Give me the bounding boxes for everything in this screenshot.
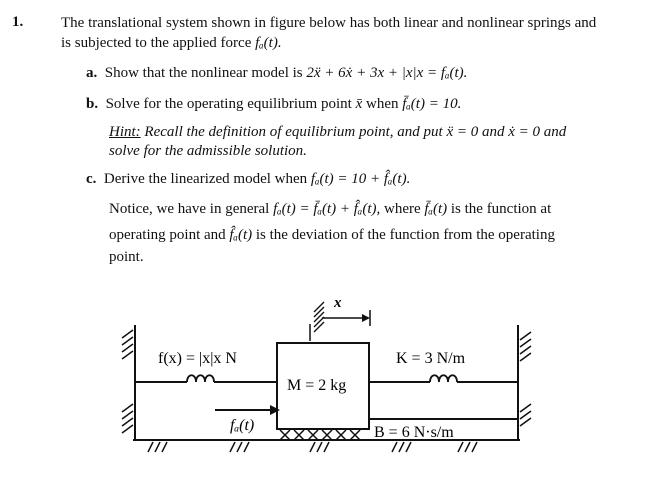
right-wall-hatching	[520, 332, 531, 426]
hint-text-1: Recall the definition of equilibrium point, and put ẍ = 0 and ẋ = 0 and	[144, 124, 567, 140]
intro-force: fₐ(t).	[255, 35, 282, 51]
left-spring-label: f(x) = |x|x N	[158, 350, 237, 367]
x-reference-hatching	[314, 302, 324, 332]
notice-2-fhat: f̂ₐ(t)	[229, 227, 253, 243]
notice-1-eq: fₐ(t) = f̄ₐ(t) + f̂ₐ(t),	[273, 201, 381, 217]
right-spring-label: K = 3 N/m	[396, 350, 466, 367]
notice-1b: where	[383, 201, 421, 217]
ground-hatching	[148, 442, 477, 452]
right-spring-coil	[430, 375, 457, 382]
damper-label: B = 6 N·s/m	[374, 424, 454, 441]
force-arrow-head	[270, 405, 280, 415]
notice-1c: is the function at	[450, 201, 552, 217]
force-label: fₐ(t)	[230, 417, 255, 434]
intro-line-2-text: is subjected to the applied force	[61, 35, 252, 51]
x-label: x	[334, 295, 342, 311]
part-b-label: b.	[86, 96, 99, 112]
part-c-equation: fₐ(t) = 10 + f̂ₐ(t).	[310, 171, 411, 187]
left-spring-coil	[187, 375, 214, 382]
notice-2a: operating point and	[109, 227, 226, 243]
part-c-label: c.	[86, 171, 97, 187]
part-b-when: when	[365, 96, 399, 112]
left-wall-hatching	[122, 330, 133, 433]
part-a-label: a.	[86, 65, 98, 81]
problem-number: 1.	[12, 14, 24, 30]
mass-label: M = 2 kg	[287, 377, 347, 394]
part-a-equation: 2ẍ + 6ẋ + 3x + |x|x = fₐ(t).	[306, 65, 468, 81]
notice-2b: is the deviation of the function from the operating	[255, 227, 555, 243]
intro-line-1: The translational system shown in figure below has both linear and nonlinear springs and	[61, 15, 597, 31]
part-b-condition: f̄ₐ(t) = 10.	[402, 96, 462, 112]
part-c-text: Derive the linearized model when	[103, 171, 308, 187]
part-b-var: x̄	[355, 96, 363, 112]
mass-rollers	[280, 430, 360, 440]
x-arrow-head	[362, 314, 370, 322]
notice-1a: Notice, we have in general	[109, 201, 270, 217]
hint-word: Hint:	[109, 124, 141, 140]
notice-1-fbar: f̄ₐ(t)	[424, 201, 448, 217]
part-a-text: Show that the nonlinear model is	[104, 65, 303, 81]
hint-line-2: solve for the admissible solution.	[109, 143, 307, 159]
part-b-text: Solve for the operating equilibrium point	[105, 96, 352, 112]
notice-line-3: point.	[109, 249, 144, 265]
